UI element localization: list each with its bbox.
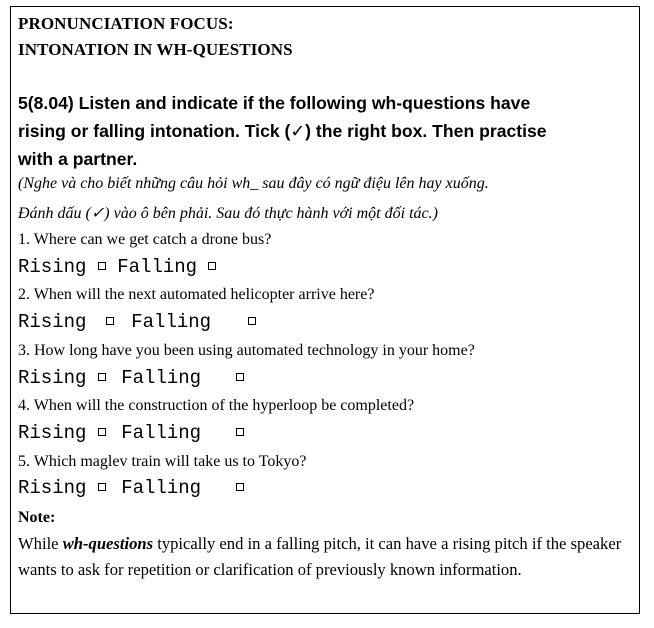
question-2: 2. When will the next automated helicopter arrive here? [18,286,375,303]
translation-line1: (Nghe và cho biết những câu hỏi wh_ sau đây có ngữ điệu lên hay xuống. [18,175,489,192]
falling-label: Falling [121,422,202,444]
falling-label: Falling [121,477,202,499]
note-body [18,531,623,583]
falling-checkbox[interactable] [236,483,244,491]
question-3: 3. How long have you been using automated technology in your home? [18,342,475,359]
question-4: 4. When will the construction of the hyperloop be completed? [18,397,415,414]
rising-checkbox[interactable] [98,373,106,381]
rising-checkbox[interactable] [98,262,106,270]
falling-checkbox[interactable] [236,428,244,436]
task-instruction-line1: 5(8.04) Listen and indicate if the following wh-questions have [18,93,531,113]
falling-checkbox[interactable] [248,317,256,325]
rising-checkbox[interactable] [98,483,106,491]
note-term: wh-questions [62,534,154,553]
note-text-after: typically end in a falling pitch, it can have a rising pitch if the speaker wants to ask for repetition or clarification of previously known information. [18,534,622,579]
answer-row-2 [18,311,256,333]
rising-checkbox[interactable] [98,428,106,436]
note-label: Note: [18,509,56,526]
rising-label: Rising [18,477,87,499]
falling-label: Falling [117,256,198,278]
rising-label: Rising [18,311,87,333]
rising-label: Rising [18,422,87,444]
falling-label: Falling [121,367,202,389]
falling-label: Falling [131,311,212,333]
section-title-line2: INTONATION IN WH-QUESTIONS [18,40,293,59]
falling-checkbox[interactable] [208,262,216,270]
task-instruction-line2: rising or falling intonation. Tick (✓) the right box. Then practise [18,121,547,141]
note-text-before: While [18,534,63,553]
question-1: 1. Where can we get catch a drone bus? [18,231,272,248]
answer-row-4 [18,422,244,444]
translation-line2: Đánh dấu (✓) vào ô bên phải. Sau đó thực hành với một đối tác.) [18,205,438,222]
answer-row-5 [18,477,244,499]
question-5: 5. Which maglev train will take us to Tokyo? [18,453,307,470]
rising-checkbox[interactable] [106,317,114,325]
answer-row-3 [18,367,244,389]
falling-checkbox[interactable] [236,373,244,381]
section-title-line1: PRONUNCIATION FOCUS: [18,14,234,33]
rising-label: Rising [18,367,87,389]
answer-row-1 [18,256,216,278]
rising-label: Rising [18,256,87,278]
task-instruction-line3: with a partner. [18,149,138,169]
